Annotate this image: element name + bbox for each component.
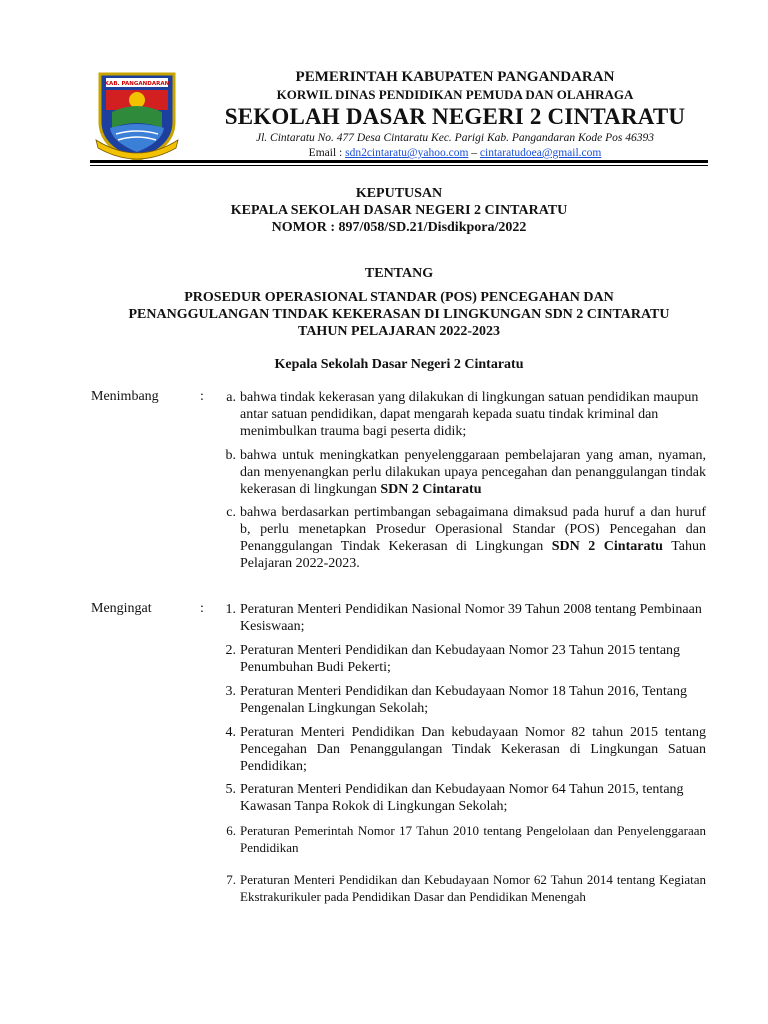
email-separator: –	[468, 147, 480, 159]
mengingat-item-7: Peraturan Menteri Pendidikan dan Kebudayaan Nomor 62 Tahun 2014 tentang Kegiatan Ekstrakurikuler pada Pendidikan Dasar dan Pendidikan Menengah	[240, 872, 706, 904]
school-name: SEKOLAH DASAR NEGERI 2 CINTARATU	[224, 104, 686, 129]
mengingat-marker-2: 2.	[225, 643, 236, 658]
decree-number: NOMOR : 897/058/SD.21/Disdikpora/2022	[271, 220, 527, 235]
menimbang-item-c	[240, 504, 706, 572]
menimbang-item-b-bold: SDN 2 Cintaratu	[380, 482, 482, 497]
mengingat-marker-5: 5.	[225, 782, 236, 797]
subject-line-1: PROSEDUR OPERASIONAL STANDAR (POS) PENCEGAHAN DAN	[184, 290, 614, 305]
mengingat-item-6: Peraturan Pemerintah Nomor 17 Tahun 2010 tentang Pengelolaan dan Penyelenggaraan Pendidikan	[240, 823, 706, 855]
decree-line-1: KEPUTUSAN	[355, 186, 443, 201]
email-label: Email :	[308, 147, 346, 159]
subject-line-2: PENANGGULANGAN TINDAK KEKERASAN DI LINGKUNGAN SDN 2 CINTARATU	[128, 307, 670, 322]
decree-title	[90, 185, 708, 236]
mengingat-marker-4: 4.	[225, 725, 236, 740]
menimbang-item-c-text: bahwa berdasarkan pertimbangan sebagaimana dimaksud pada huruf a dan huruf b, perlu menetapkan Prosedur Operasional Standar (POS) Pencegahan dan Penanggulangan Tindak Kekerasan di Lingkungan	[240, 505, 706, 554]
mengingat-marker-3: 3.	[225, 684, 236, 699]
menimbang-label: Menimbang	[91, 389, 159, 404]
mengingat-marker-6: 6.	[226, 823, 236, 838]
menimbang-marker-b: b.	[225, 448, 236, 463]
decree-line-2: KEPALA SEKOLAH DASAR NEGERI 2 CINTARATU	[230, 203, 568, 218]
menimbang-item-a: bahwa tindak kekerasan yang dilakukan di lingkungan satuan pendidikan maupun antar satuan pendidikan, dapat mengarah kepada suatu tindak kriminal dan menimbulkan trauma bagi peserta didik;	[240, 390, 699, 439]
mengingat-item-2: Peraturan Menteri Pendidikan dan Kebudayaan Nomor 23 Tahun 2015 tentang Penumbuhan Budi Pekerti;	[240, 643, 681, 675]
mengingat-marker-1: 1.	[225, 602, 236, 617]
regency-emblem-logo	[92, 70, 182, 162]
header-rule-thick	[90, 160, 708, 163]
subject-line-3: TAHUN PELAJARAN 2022-2023	[298, 324, 500, 339]
mengingat-label: Mengingat	[91, 601, 152, 616]
menimbang-marker-a: a.	[226, 390, 236, 405]
letterhead	[200, 68, 710, 161]
menimbang-marker-c: c.	[226, 505, 236, 520]
decree-subject	[90, 289, 708, 340]
mengingat-item-3: Peraturan Menteri Pendidikan dan Kebudayaan Nomor 18 Tahun 2016, Tentang Pengenalan Lingkungan Sekolah;	[240, 684, 687, 716]
school-address: Jl. Cintaratu No. 477 Desa Cintaratu Kec. Parigi Kab. Pangandaran Kode Pos 46393	[255, 132, 655, 144]
tentang-heading: TENTANG	[364, 266, 434, 281]
government-name: PEMERINTAH KABUPATEN PANGANDARAN	[295, 69, 615, 85]
mengingat-colon: :	[200, 601, 204, 616]
menimbang-item-b-text: bahwa untuk meningkatkan penyelenggaraan pembelajaran yang aman, nyaman, dan menyenangkan perlu dilakukan upaya pencegahan dan penanggulangan tindak kekerasan di lingkungan	[240, 448, 706, 497]
menimbang-colon: :	[200, 389, 204, 404]
menimbang-item-c-bold: SDN 2 Cintaratu	[551, 539, 663, 554]
header-rule-thin	[90, 165, 708, 166]
email-link-yahoo[interactable]: sdn2cintaratu@yahoo.com	[345, 147, 469, 159]
menimbang-item-c-tail: Tahun Pelajaran 2022-2023.	[240, 539, 706, 571]
mengingat-marker-7: 7.	[226, 872, 236, 887]
email-line	[200, 146, 710, 161]
menimbang-item-b	[240, 447, 706, 498]
logo-text-top: KAB. PANGANDARAN	[104, 81, 170, 87]
mengingat-item-4: Peraturan Menteri Pendidikan Dan kebudayaan Nomor 82 tahun 2015 tentang Pencegahan Dan Penanggulangan Tindak Kekerasan di Lingkungan Satuan Pendidikan;	[240, 725, 706, 774]
issuer-heading: Kepala Sekolah Dasar Negeri 2 Cintaratu	[274, 357, 524, 372]
email-link-gmail[interactable]: cintaratudoea@gmail.com	[479, 147, 602, 159]
office-name: KORWIL DINAS PENDIDIKAN PEMUDA DAN OLAHRAGA	[276, 87, 634, 102]
mengingat-item-1: Peraturan Menteri Pendidikan Nasional Nomor 39 Tahun 2008 tentang Pembinaan Kesiswaan;	[240, 602, 702, 634]
mengingat-item-5: Peraturan Menteri Pendidikan dan Kebudayaan Nomor 64 Tahun 2015, tentang Kawasan Tanpa Rokok di Lingkungan Sekolah;	[240, 782, 684, 814]
